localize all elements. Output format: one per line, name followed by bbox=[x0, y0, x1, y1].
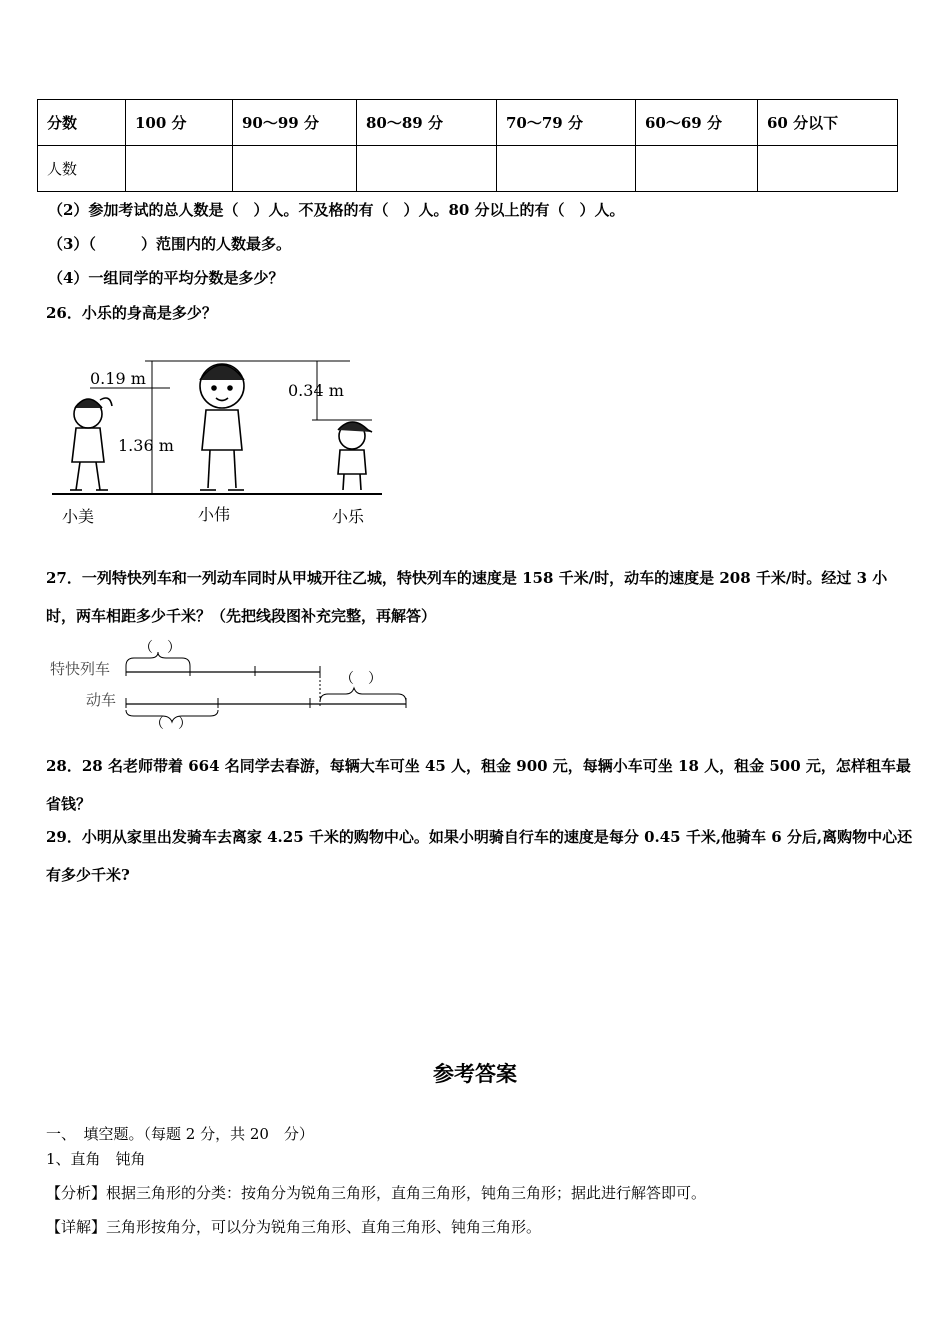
table-cell-empty bbox=[126, 146, 233, 192]
question-26: 26．小乐的身高是多少？ bbox=[46, 304, 217, 322]
bracket-right: （ ） bbox=[340, 671, 382, 687]
table-cell: 70～79 分 bbox=[497, 100, 636, 146]
answer-1: 1、直角 钝角 bbox=[46, 1150, 146, 1168]
question-28: 28．28 名老师带着 664 名同学去春游，每辆大车可坐 45 人，租金 900 元，每辆小车可坐 18 人，租金 500 元，怎样租车最省钱？ bbox=[46, 757, 911, 813]
label-0-19m: 0.19 m bbox=[90, 369, 146, 388]
table-cell-empty bbox=[497, 146, 636, 192]
table-header-row bbox=[38, 100, 898, 146]
table-cell: 90～99 分 bbox=[233, 100, 357, 146]
table-cell-empty bbox=[357, 146, 497, 192]
bracket-bottom: （ ） bbox=[150, 716, 192, 732]
bracket-top: （ ） bbox=[139, 640, 181, 656]
table-row bbox=[38, 146, 898, 192]
boy-xiaowei-figure bbox=[200, 364, 244, 490]
name-xiaomei: 小美 bbox=[62, 507, 95, 526]
table-cell-empty bbox=[758, 146, 898, 192]
name-xiaole: 小乐 bbox=[332, 507, 365, 526]
score-table bbox=[37, 99, 898, 192]
question-25-3: （3）（ ）范围内的人数最多。 bbox=[48, 235, 291, 253]
boy-xiaole-figure bbox=[338, 422, 372, 490]
table-cell: 分数 bbox=[38, 100, 126, 146]
question-25-2: （2）参加考试的总人数是（ ）人。不及格的有（ ）人。80 分以上的有（ ）人。 bbox=[48, 201, 625, 219]
table-cell: 80～89 分 bbox=[357, 100, 497, 146]
table-cell: 60 分以下 bbox=[758, 100, 898, 146]
train2-label: 动车 bbox=[86, 691, 117, 709]
table-cell: 60～69 分 bbox=[636, 100, 758, 146]
train1-label: 特快列车 bbox=[50, 660, 111, 678]
answer-analysis: 【分析】根据三角形的分类：按角分为锐角三角形，直角三角形，钝角三角形；据此进行解答即可。 bbox=[46, 1184, 707, 1202]
table-cell-empty bbox=[636, 146, 758, 192]
label-0-34m: 0.34 m bbox=[288, 381, 344, 400]
answer-title: 参考答案 bbox=[433, 1061, 517, 1086]
height-figure bbox=[50, 350, 390, 530]
table-cell-empty bbox=[233, 146, 357, 192]
answer-detail: 【详解】三角形按角分，可以分为锐角三角形、直角三角形、钝角三角形。 bbox=[46, 1218, 542, 1236]
girl-xiaomei-figure bbox=[70, 398, 112, 490]
question-27: 27．一列特快列车和一列动车同时从甲城开往乙城，特快列车的速度是 158 千米/时，动车的速度是 208 千米/时。经过 3 小时，两车相距多少千米？（先把线段图补充完整，再解答） bbox=[46, 569, 888, 625]
answer-section: 一、 填空题。（每题 2 分，共 20 分） bbox=[46, 1125, 314, 1143]
line-segment-diagram bbox=[46, 636, 416, 736]
label-1-36m: 1.36 m bbox=[118, 436, 174, 455]
table-cell: 人数 bbox=[38, 146, 126, 192]
question-25-4: （4）一组同学的平均分数是多少？ bbox=[48, 269, 284, 287]
name-xiaowei: 小伟 bbox=[198, 505, 231, 524]
question-29: 29．小明从家里出发骑车去离家 4.25 千米的购物中心。如果小明骑自行车的速度是每分 0.45 千米,他骑车 6 分后,离购物中心还有多少千米? bbox=[46, 828, 913, 884]
table-cell: 100 分 bbox=[126, 100, 233, 146]
